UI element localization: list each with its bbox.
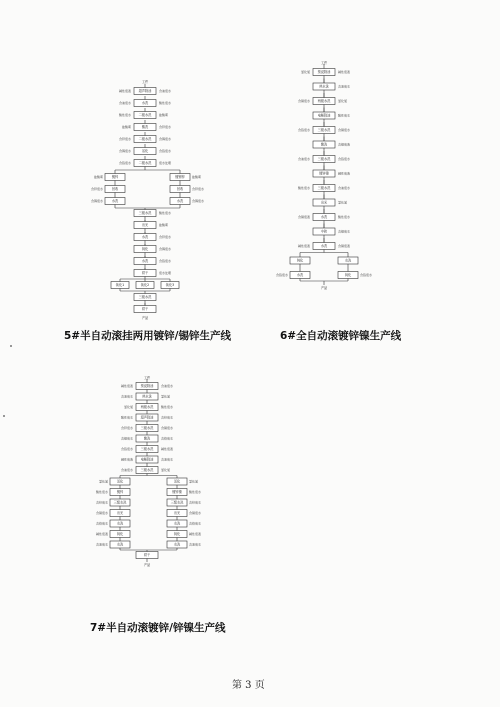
process-label: 水洗 bbox=[111, 199, 119, 204]
process-label: 钝化1 bbox=[115, 283, 125, 288]
side-note: 含铬废水 bbox=[161, 436, 174, 441]
side-note: 含油废水 bbox=[338, 186, 351, 190]
side-note: 含油废水 bbox=[159, 89, 172, 93]
side-note: 含铬废水 bbox=[118, 161, 131, 165]
process-label: 二级水洗 bbox=[138, 137, 152, 142]
process-label: 水洗 bbox=[320, 244, 328, 249]
side-note: 氯化氢 bbox=[98, 479, 108, 484]
process-label: 预浸除油 bbox=[317, 70, 331, 75]
process-label: 出光 bbox=[320, 200, 328, 205]
process-label: 钝化 bbox=[141, 247, 149, 252]
process-label: 镀锌镍 bbox=[319, 171, 329, 176]
side-note: 酸性废水 bbox=[161, 405, 174, 409]
caption-line7: 7#半自动滚镀锌/锌镍生产线 bbox=[90, 622, 226, 634]
side-note: 氯化氢 bbox=[189, 479, 199, 484]
flowchart-line6 bbox=[262, 60, 392, 325]
side-note: 氯化氢 bbox=[123, 405, 133, 409]
process-label: 水洗 bbox=[116, 542, 124, 547]
side-note: 含油废水 bbox=[118, 101, 131, 105]
process-label: 电解除油 bbox=[317, 113, 331, 118]
side-note: 碱性废液 bbox=[120, 457, 133, 462]
process-label: 预浸除油 bbox=[140, 384, 154, 389]
side-note: 酸性废水 bbox=[118, 113, 131, 117]
side-note: 含镍废水 bbox=[338, 229, 351, 234]
process-label: 二级水洗 bbox=[138, 113, 152, 118]
side-note: 含镍废液 bbox=[297, 215, 310, 219]
process-label: 水洗 bbox=[344, 258, 352, 263]
side-note: 含铬废水 bbox=[120, 447, 133, 451]
process-label: 两级水洗 bbox=[140, 405, 154, 410]
start-label: 工件 bbox=[320, 61, 328, 65]
side-note: 盐酸雾 bbox=[121, 125, 131, 129]
side-note: 碱性废液 bbox=[338, 171, 351, 176]
process-label: 镀锌 bbox=[116, 490, 124, 495]
process-label: 中和 bbox=[320, 229, 328, 234]
process-label: 三级水洗 bbox=[140, 426, 154, 431]
start-label: 工件 bbox=[143, 376, 151, 380]
side-note: 酸性废水 bbox=[120, 415, 133, 420]
side-note: 含铬废水 bbox=[297, 128, 310, 132]
process-label: 出光 bbox=[173, 511, 181, 516]
side-note: 含镍废水 bbox=[338, 128, 351, 132]
side-note: 含铬废水 bbox=[95, 521, 108, 526]
side-note: 含锌废水 bbox=[118, 137, 131, 141]
side-note: 含镍废水 bbox=[189, 511, 202, 515]
side-note: 盐酸雾 bbox=[159, 113, 169, 117]
process-label: 三级水洗 bbox=[170, 500, 184, 505]
process-label: 钝化 bbox=[296, 258, 304, 263]
side-note: 碱性废液 bbox=[297, 244, 310, 248]
process-label: 水洗 bbox=[173, 542, 181, 547]
process-label: 酸洗 bbox=[141, 125, 149, 130]
process-label: 酸洗 bbox=[320, 142, 328, 147]
side-note: 氯化氢 bbox=[338, 99, 348, 103]
end-label: 产品 bbox=[141, 316, 149, 320]
side-note: 含锌废水 bbox=[192, 187, 205, 191]
scan-speck bbox=[3, 415, 5, 417]
side-note: 含镍废液 bbox=[338, 142, 351, 147]
end-label: 产品 bbox=[143, 563, 151, 567]
process-label: 三级水洗 bbox=[113, 500, 127, 505]
process-label: 烘干 bbox=[141, 271, 149, 276]
process-label: 两级水洗 bbox=[317, 99, 331, 104]
side-note: 碱性废液 bbox=[95, 532, 108, 536]
side-note: 废水处理 bbox=[159, 161, 172, 165]
side-note: 含锡废水 bbox=[192, 199, 205, 203]
side-note: 含铬废水 bbox=[189, 521, 202, 526]
flowchart-line6-svg bbox=[262, 60, 392, 325]
side-note: 含锌废水 bbox=[90, 187, 103, 191]
side-note: 含锌废水 bbox=[159, 235, 172, 239]
side-note: 含油废水 bbox=[297, 157, 310, 161]
side-note: 含铬废水 bbox=[338, 157, 351, 161]
side-note: 酸性废水 bbox=[297, 186, 310, 190]
process-label: 水洗 bbox=[176, 199, 184, 204]
side-note: 含油废水 bbox=[189, 542, 202, 547]
process-label: 二级水洗 bbox=[138, 161, 152, 166]
process-label: 水洗 bbox=[173, 521, 181, 526]
process-label: 水洗 bbox=[320, 215, 328, 220]
side-note: 含油废水 bbox=[120, 468, 133, 472]
process-label: 镀锌 bbox=[111, 175, 119, 180]
process-label: 热水洗 bbox=[319, 84, 329, 89]
process-label: 镀锌镍 bbox=[172, 490, 182, 495]
caption-line6: 6#全自动滚镀锌镍生产线 bbox=[280, 330, 402, 342]
process-label: 活化 bbox=[173, 479, 181, 484]
process-label: 钝化 bbox=[116, 532, 124, 537]
side-note: 含镍废水 bbox=[161, 426, 174, 430]
side-note: 含铬废水 bbox=[275, 273, 288, 277]
side-note: 含镍废液 bbox=[338, 244, 351, 248]
process-label: 回收 bbox=[111, 187, 119, 192]
side-note: 含铬废水 bbox=[159, 259, 172, 263]
process-label: 三级水洗 bbox=[317, 186, 331, 191]
side-note: 酸性废水 bbox=[159, 101, 172, 105]
side-note: 含铬废水 bbox=[360, 273, 373, 277]
process-label: 镀锡锌 bbox=[175, 175, 185, 180]
side-note: 盐酸雾 bbox=[93, 175, 103, 179]
side-note: 氯化氢 bbox=[338, 200, 348, 205]
process-label: 活化 bbox=[141, 149, 149, 154]
process-label: 钝化 bbox=[173, 532, 181, 537]
side-note: 酸性废水 bbox=[189, 490, 202, 494]
process-label: 活化 bbox=[116, 479, 124, 484]
side-note: 酸性废水 bbox=[338, 113, 351, 118]
process-label: 水洗 bbox=[141, 235, 149, 240]
side-note: 含锌废水 bbox=[189, 500, 202, 505]
process-label: 三级水洗 bbox=[138, 211, 152, 216]
flowchart-line7-svg bbox=[85, 375, 235, 610]
process-label: 电解除油 bbox=[140, 457, 154, 462]
process-label: 三级水洗 bbox=[317, 128, 331, 133]
side-note: 含锌废水 bbox=[120, 426, 133, 430]
side-note: 酸性废水 bbox=[159, 211, 172, 215]
process-label: 出光 bbox=[141, 223, 149, 228]
side-note: 含镍废水 bbox=[120, 436, 133, 441]
process-label: 出光 bbox=[116, 511, 124, 516]
side-note: 碱性废液 bbox=[161, 447, 174, 451]
process-label: 烘干 bbox=[143, 553, 151, 558]
side-note: 含镍废水 bbox=[297, 99, 310, 103]
side-note: 酸性废水 bbox=[338, 215, 351, 219]
process-label: 水洗 bbox=[141, 259, 149, 264]
side-note: 含锡废水 bbox=[90, 199, 103, 203]
process-label: 超声除油 bbox=[138, 89, 152, 94]
side-note: 碱性废液 bbox=[189, 532, 202, 536]
process-label: 水洗 bbox=[141, 101, 149, 106]
side-note: 含锡废水 bbox=[159, 247, 172, 251]
process-label: 钝化3 bbox=[165, 283, 175, 288]
side-note: 碱性废液 bbox=[118, 89, 131, 93]
side-note: 含锡废水 bbox=[159, 137, 172, 141]
process-label: 回收 bbox=[176, 187, 184, 192]
process-label: 钝化2 bbox=[140, 283, 150, 288]
side-note: 盐酸雾 bbox=[192, 175, 202, 179]
side-note: 含油废水 bbox=[161, 384, 174, 388]
side-note: 废水处理 bbox=[159, 271, 172, 275]
side-note: 碱性废液 bbox=[338, 70, 351, 74]
scan-speck bbox=[10, 345, 12, 347]
side-note: 氯化氢 bbox=[161, 468, 171, 472]
side-note: 含锌废水 bbox=[161, 415, 174, 420]
side-note: 含油废水 bbox=[95, 542, 108, 547]
side-note: 含锌废水 bbox=[95, 500, 108, 505]
start-label: 工件 bbox=[141, 80, 149, 84]
process-label: 三级水洗 bbox=[317, 157, 331, 162]
flowchart-line5 bbox=[80, 75, 250, 320]
side-note: 含锌废水 bbox=[159, 125, 172, 129]
side-note: 含油废水 bbox=[161, 457, 174, 462]
side-note: 氯化氢 bbox=[161, 394, 171, 399]
process-label: 水洗 bbox=[116, 521, 124, 526]
process-label: 水洗 bbox=[296, 273, 304, 278]
side-note: 含锡废水 bbox=[118, 149, 131, 153]
flowchart-line7 bbox=[85, 375, 235, 610]
caption-line5: 5#半自动滚挂两用镀锌/锡锌生产线 bbox=[64, 330, 231, 342]
process-label: 三级水洗 bbox=[140, 468, 154, 473]
side-note: 碱性废液 bbox=[120, 384, 133, 388]
side-note: 含镍废水 bbox=[95, 511, 108, 515]
end-label: 产品 bbox=[320, 286, 328, 290]
flowchart-line5-svg bbox=[80, 75, 250, 320]
side-note: 含油废水 bbox=[338, 84, 351, 89]
process-label: 酸洗 bbox=[143, 436, 151, 441]
side-note: 氯化氢 bbox=[300, 70, 310, 74]
side-note: 酸性废水 bbox=[95, 490, 108, 494]
process-label: 超声除油 bbox=[140, 415, 154, 420]
process-label: 烘干 bbox=[141, 307, 149, 312]
process-label: 钝化 bbox=[344, 273, 352, 278]
process-label: 热水洗 bbox=[142, 394, 152, 399]
side-note: 盐酸雾 bbox=[159, 223, 169, 227]
process-label: 三级水洗 bbox=[138, 295, 152, 300]
process-label: 三级水洗 bbox=[140, 447, 154, 452]
side-note: 含铬废水 bbox=[159, 149, 172, 153]
side-note: 含油废水 bbox=[120, 394, 133, 399]
page-number: 第 3 页 bbox=[232, 680, 265, 691]
